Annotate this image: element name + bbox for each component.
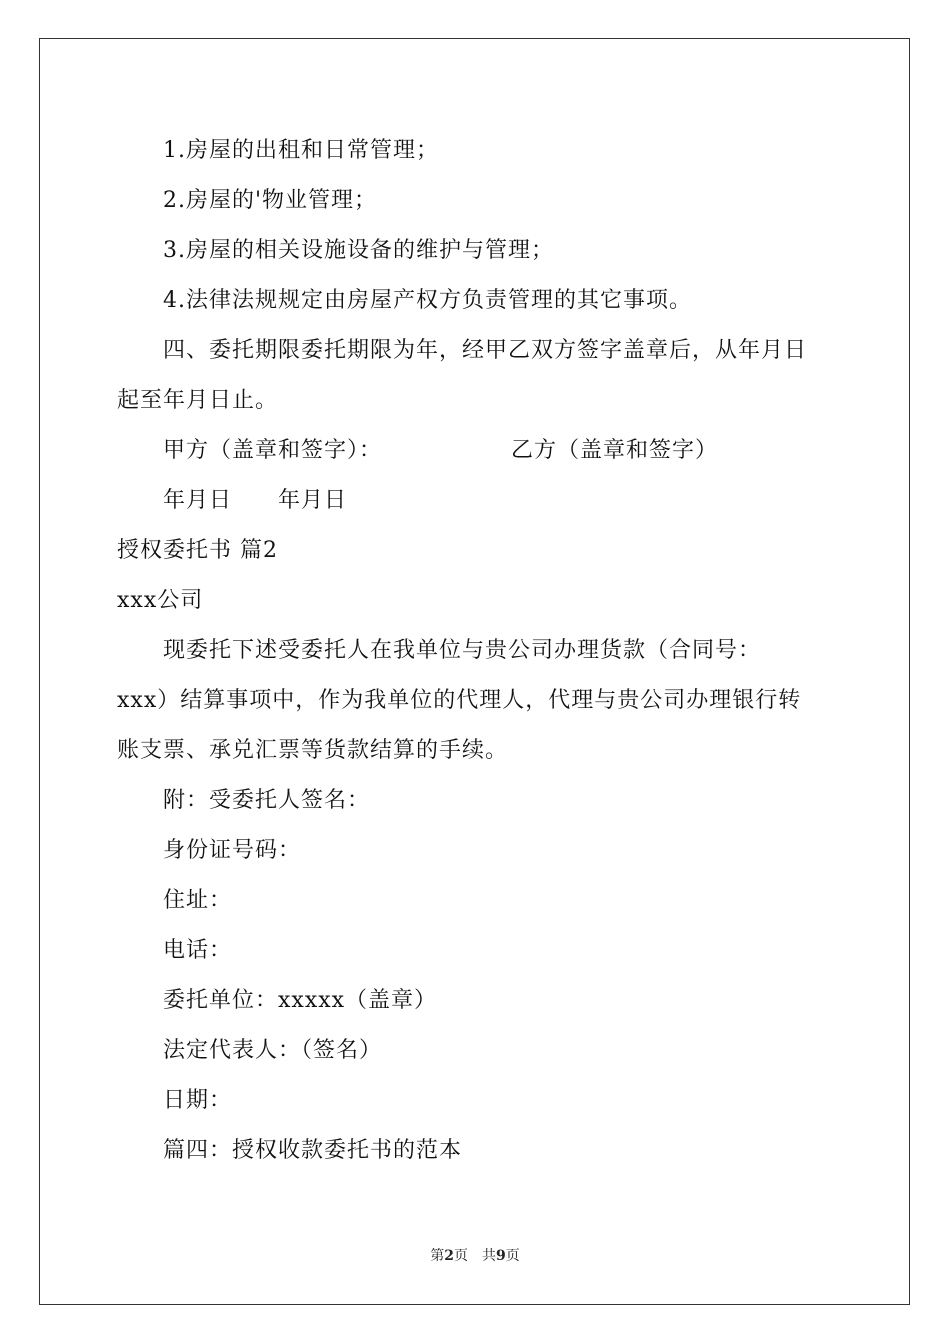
page-total: 9 xyxy=(496,1248,506,1264)
attachment-signee: 附：受委托人签名： xyxy=(163,788,371,813)
party-a-signature: 甲方（盖章和签字）： xyxy=(163,438,383,463)
body-line-3: 账支票、承兑汇票等货款结算的手续。 xyxy=(117,738,509,763)
section-title: 授权委托书 篇2 xyxy=(117,538,278,563)
id-number-field: 身份证号码： xyxy=(163,838,302,863)
clause-four-line-1: 四、委托期限委托期限为年，经甲乙双方签字盖章后，从年月日 xyxy=(163,338,808,363)
list-item-4: 4.法律法规规定由房屋产权方负责管理的其它事项。 xyxy=(163,288,692,313)
addressee: xxx公司 xyxy=(117,588,204,613)
date-field: 日期： xyxy=(163,1088,233,1113)
clause-four-line-2: 起至年月日止。 xyxy=(117,388,279,413)
page-number xyxy=(0,1246,950,1266)
entrusting-unit-field: 委托单位：xxxxx（盖章） xyxy=(163,988,438,1013)
legal-representative-field: 法定代表人：（签名） xyxy=(163,1038,383,1063)
next-section-title: 篇四：授权收款委托书的范本 xyxy=(163,1138,463,1163)
phone-field: 电话： xyxy=(163,938,233,963)
list-item-1: 1.房屋的出租和日常管理； xyxy=(163,138,439,163)
body-line-2: xxx）结算事项中，作为我单位的代理人，代理与贵公司办理银行转 xyxy=(117,688,802,713)
page-current: 2 xyxy=(444,1248,454,1264)
list-item-2: 2.房屋的'物业管理； xyxy=(163,188,378,213)
page-suffix: 页 xyxy=(505,1248,520,1264)
page-mid: 页 共 xyxy=(454,1248,496,1264)
list-item-3: 3.房屋的相关设施设备的维护与管理； xyxy=(163,238,554,263)
party-b-signature: 乙方（盖章和签字） xyxy=(511,438,719,463)
page-prefix: 第 xyxy=(430,1248,445,1264)
address-field: 住址： xyxy=(163,888,233,913)
signature-dates: 年月日 年月日 xyxy=(163,488,348,513)
body-line-1: 现委托下述受委托人在我单位与贵公司办理货款（合同号： xyxy=(163,638,762,663)
